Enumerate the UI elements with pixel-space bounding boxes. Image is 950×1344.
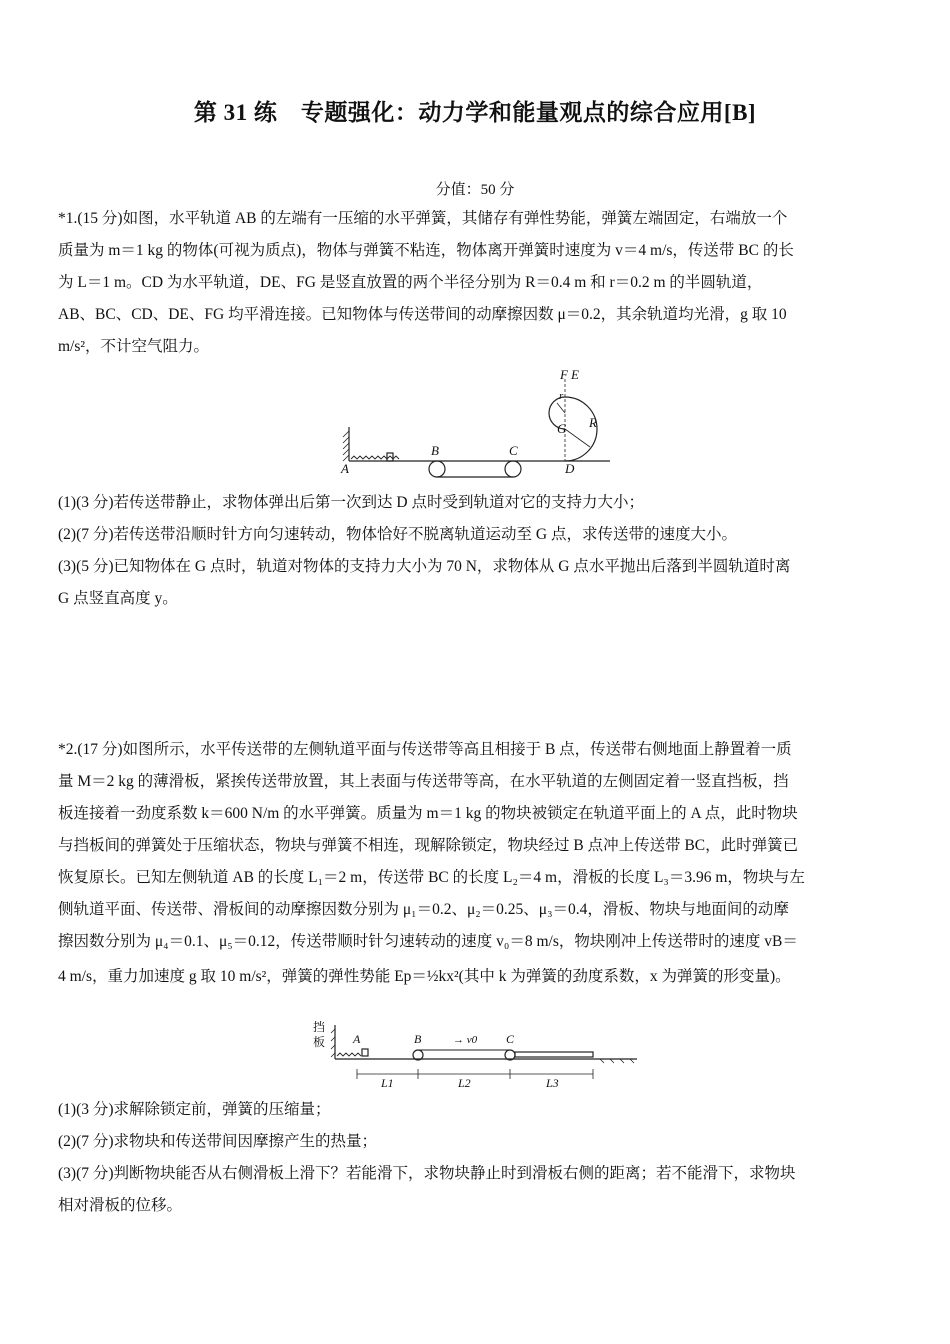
problem1-figure (335, 365, 625, 480)
p2-question-3-cont: 相对滑板的位移。 (58, 1197, 183, 1214)
p2-line-7: 擦因数分别为 μ₄＝0.1、μ₅＝0.12，传送带顺时针匀速转动的速度 v₀＝8 m/s，物块刚冲上传送带时的速度 vB＝ (58, 933, 798, 950)
slide-board (515, 1052, 593, 1057)
spring-2 (337, 1053, 361, 1056)
problem2-figure (305, 1015, 645, 1090)
label-l1: L1 (381, 1076, 394, 1090)
problem1-statement (58, 203, 894, 363)
p2-line-4: 与挡板间的弹簧处于压缩状态，物块与弹簧不相连，现解除锁定，物块经过 B 点冲上传送带 BC，此时弹簧已 (58, 837, 799, 854)
p1-question-3-cont: G 点竖直高度 y。 (58, 590, 178, 607)
label-f: F (560, 367, 568, 382)
score-label: 分值：50 分 (435, 182, 515, 198)
block-2 (362, 1049, 368, 1056)
label-v0: → v0 (453, 1034, 478, 1046)
label-baffle-2: 板 (313, 1035, 326, 1049)
problem2-statement (58, 734, 894, 996)
p1-question-1: (1)(3 分)若传送带静止，求物体弹出后第一次到达 D 点时受到轨道对它的支持力大小； (58, 494, 644, 511)
p2-question-2: (2)(7 分)求物块和传送带间因摩擦产生的热量； (58, 1133, 378, 1150)
p1-line-5: m/s²，不计空气阻力。 (58, 338, 210, 355)
problem2-questions (58, 1094, 894, 1222)
label-c2: C (506, 1032, 515, 1046)
label-l2: L2 (458, 1076, 471, 1090)
p2-line-3: 板连接着一劲度系数 k＝600 N/m 的水平弹簧。质量为 m＝1 kg 的物块被锁定在轨道平面上的 A 点，此时物块 (58, 805, 798, 822)
p1-line-3: 为 L＝1 m。CD 为水平轨道，DE、FG 是竖直放置的两个半径分别为 R＝0.4 m 和 r＝0.2 m 的半圆轨道， (58, 274, 763, 291)
p2-line-2: 量 M＝2 kg 的薄滑板，紧挨传送带放置，其上表面与传送带等高，在水平轨道的左侧固定着一竖直挡板，挡 (58, 773, 789, 790)
p1-question-2: (2)(7 分)若传送带沿顺时针方向匀速转动，物体恰好不脱离轨道运动至 G 点，求传送带的速度大小。 (58, 526, 737, 543)
label-a2: A (353, 1032, 361, 1046)
radius-r-big (565, 429, 590, 447)
p1-question-3: (3)(5 分)已知物体在 G 点时，轨道对物体的支持力大小为 70 N，求物体从 G 点水平抛出后落到半圆轨道时离 (58, 558, 791, 575)
p1-line-4: AB、BC、CD、DE、FG 均平滑连接。已知物体与传送带间的动摩擦因数 μ＝0.2，其余轨道均光滑，g 取 10 (58, 306, 787, 323)
p2-line-6: 侧轨道平面、传送带、滑板间的动摩擦因数分别为 μ₁＝0.2、μ₂＝0.25、μ₃＝0.4，滑板、物块与地面间的动摩 (58, 901, 789, 918)
label-e: E (571, 367, 579, 382)
p2-line-8: 4 m/s，重力加速度 g 取 10 m/s²，弹簧的弹性势能 Ep＝½kx²(其中 k 为弹簧的劲度系数，x 为弹簧的形变量)。 (58, 968, 791, 985)
p1-line-1: *1.(15 分)如图，水平轨道 AB 的左端有一压缩的水平弹簧，其储存有弹性势能，弹簧左端固定，右端放一个 (58, 210, 788, 227)
label-b: B (431, 443, 439, 458)
label-c: C (509, 443, 518, 458)
p2-line-5: 恢复原长。已知左侧轨道 AB 的长度 L₁＝2 m，传送带 BC 的长度 L₂＝4 m，滑板的长度 L₃＝3.96 m，物块与左 (58, 869, 805, 886)
label-a: A (341, 461, 349, 476)
problem1-questions (58, 487, 894, 615)
page-title: 第 31 练 专题强化：动力学和能量观点的综合应用[B] (193, 100, 757, 125)
label-r-small: r (559, 390, 564, 402)
p1-line-2: 质量为 m＝1 kg 的物体(可视为质点)，物体与弹簧不粘连，物体离开弹簧时速度为 v＝4 m/s，传送带 BC 的长 (58, 242, 794, 259)
p2-question-1: (1)(3 分)求解除锁定前，弹簧的压缩量； (58, 1101, 331, 1118)
object-block (387, 453, 393, 461)
roller-b (429, 461, 445, 477)
p2-question-3: (3)(7 分)判断物块能否从右侧滑板上滑下？若能滑下，求物块静止时到滑板右侧的距离；若不能滑下，求物块 (58, 1165, 796, 1182)
label-d: D (565, 461, 575, 476)
label-b2: B (414, 1032, 422, 1046)
roller-c (505, 461, 521, 477)
label-baffle-1: 挡 (313, 1020, 326, 1034)
p2-line-1: *2.(17 分)如图所示，水平传送带的左侧轨道平面与传送带等高且相接于 B 点，传送带右侧地面上静置着一质 (58, 741, 792, 758)
radius-r-small (557, 403, 565, 413)
spring (351, 456, 399, 459)
label-r-big: R (589, 415, 597, 430)
label-l3: L3 (546, 1076, 559, 1090)
label-g: G (557, 421, 567, 436)
